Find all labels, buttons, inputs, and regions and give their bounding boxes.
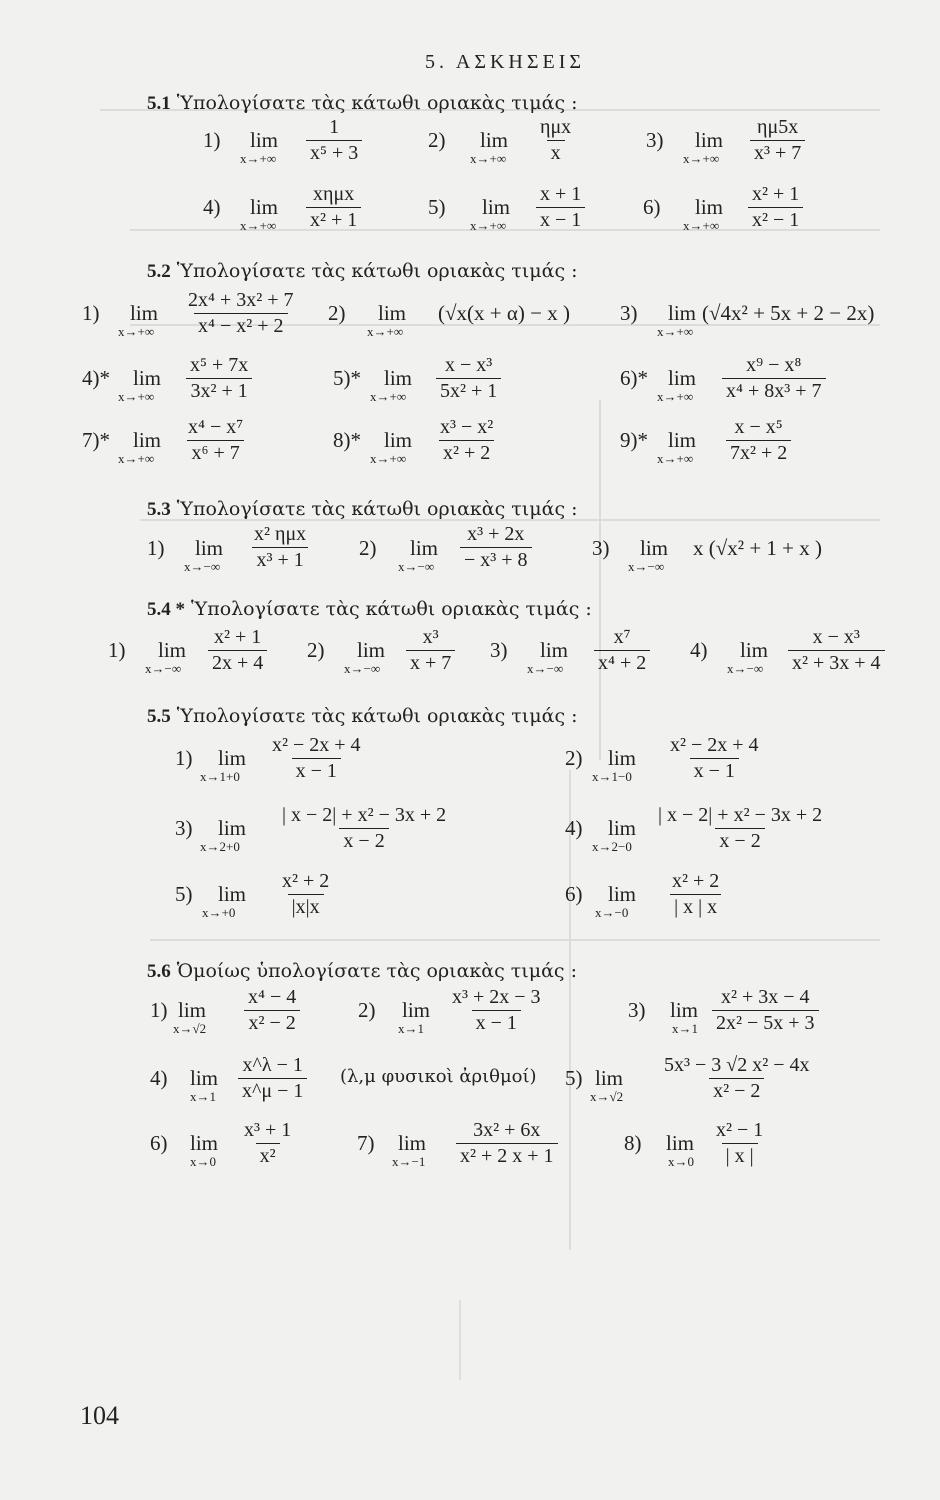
lim-operator: lim (250, 195, 279, 219)
problem-label: 6) (565, 882, 583, 906)
fraction (184, 417, 247, 464)
numerator: ημ5x (757, 116, 799, 138)
problem-label: 5) (428, 195, 446, 219)
lim-operator: lim (668, 301, 697, 325)
denominator: − x³ + 8 (460, 547, 532, 571)
problem-label: 5) (565, 1066, 583, 1090)
numerator: 1 (329, 116, 340, 138)
section-instruction: Ὑπολογίσατε τὰς κάτωθι οριακὰς τιμάς : (176, 260, 578, 282)
lim-subscript: x→+0 (202, 905, 236, 920)
denominator: x³ + 7 (750, 140, 805, 164)
expression: (√4x² + 5x + 2 − 2x) (702, 301, 875, 325)
lim-subscript: x→+∞ (367, 324, 404, 339)
denominator: x − 1 (472, 1010, 521, 1034)
page-title: 5. ΑΣΚΗΣΕΙΣ (425, 51, 586, 73)
lim-operator: lim (133, 428, 162, 452)
numerator: ημx (540, 116, 572, 138)
lim-subscript: x→1 (672, 1021, 698, 1036)
lim-subscript: x→+∞ (470, 218, 507, 233)
denominator: x + 7 (406, 650, 455, 674)
denominator: |x|x (288, 894, 324, 918)
lim-operator: lim (398, 1131, 427, 1155)
lim-subscript: x→+∞ (370, 389, 407, 404)
lim-operator: lim (378, 301, 407, 325)
fraction (536, 184, 585, 231)
lim-subscript: x→1−0 (592, 769, 632, 784)
section-number: 5.4 * (147, 599, 185, 620)
expression: x (√x² + 1 + x ) (693, 536, 822, 560)
denominator: x − 1 (690, 758, 739, 782)
lim-operator: lim (178, 998, 207, 1022)
lim-subscript: x→−∞ (184, 559, 221, 574)
problem-label: 2) (428, 128, 446, 152)
denominator: x² (256, 1143, 280, 1167)
problem-label: 4) (565, 816, 583, 840)
lim-operator: lim (480, 128, 509, 152)
numerator: x² ημx (254, 523, 307, 545)
problem-label: 4)* (82, 366, 110, 390)
lim-subscript: x→−∞ (727, 661, 764, 676)
problem-label: 5) (175, 882, 193, 906)
section-instruction: Ὁμοίως ὑπολογίσατε τὰς οριακὰς τιμάς : (176, 960, 578, 982)
fraction (750, 117, 805, 164)
lim-subscript: x→−∞ (145, 661, 182, 676)
lim-subscript: x→√2 (590, 1089, 624, 1104)
denominator: 2x² − 5x + 3 (712, 1010, 819, 1034)
fraction (436, 355, 501, 402)
fraction (460, 524, 532, 571)
problem-label: 2) (359, 536, 377, 560)
problem-label: 3) (646, 128, 664, 152)
lim-operator: lim (608, 882, 637, 906)
problem-label: 5)* (333, 366, 361, 390)
fraction (278, 805, 450, 852)
section-number: 5.5 (147, 706, 171, 727)
fraction (406, 627, 455, 674)
lim-operator: lim (218, 816, 247, 840)
lim-operator: lim (695, 195, 724, 219)
problem-label: 6) (150, 1131, 168, 1155)
lim-subscript: x→0 (190, 1154, 216, 1169)
section-5-6-heading (147, 962, 577, 981)
numerator: x⁹ − x⁸ (746, 354, 802, 376)
numerator: x² − 2x + 4 (272, 734, 361, 756)
lim-subscript: x→+∞ (657, 389, 694, 404)
numerator: x³ − x² (440, 416, 494, 438)
denominator: x − 1 (292, 758, 341, 782)
section-instruction: Ὑπολογίσατε τὰς κάτωθι οριακὰς τιμάς : (176, 92, 578, 114)
problem-label: 4) (150, 1066, 168, 1090)
problem-label: 1) (147, 536, 165, 560)
denominator: x⁴ − x² + 2 (194, 313, 288, 337)
parameter-note: (λ,μ φυσικοὶ ἀριθμοί) (340, 1066, 537, 1087)
problem-label: 7) (357, 1131, 375, 1155)
numerator: 2x⁴ + 3x² + 7 (188, 289, 294, 311)
numerator: x² + 1 (752, 183, 800, 205)
problem-label: 4) (203, 195, 221, 219)
lim-subscript: x→−∞ (344, 661, 381, 676)
problem-label: 3) (490, 638, 508, 662)
fraction (436, 417, 497, 464)
lim-operator: lim (384, 428, 413, 452)
problem-label: 1) (203, 128, 221, 152)
lim-operator: lim (608, 816, 637, 840)
page-number: 104 (80, 1401, 119, 1430)
fraction (184, 290, 298, 337)
lim-subscript: x→+∞ (370, 451, 407, 466)
problem-label: 6)* (620, 366, 648, 390)
lim-subscript: x→+∞ (118, 451, 155, 466)
denominator: 3x² + 1 (186, 378, 251, 402)
denominator: x⁴ + 8x³ + 7 (722, 378, 826, 402)
numerator: x + 1 (540, 183, 582, 205)
denominator: x² + 1 (306, 207, 361, 231)
numerator: x − x³ (445, 354, 493, 376)
lim-operator: lim (218, 746, 247, 770)
denominator: x² − 2 (244, 1010, 299, 1034)
denominator: x² + 2 x + 1 (456, 1143, 558, 1167)
numerator: x⁴ − 4 (248, 986, 297, 1008)
denominator: x (547, 140, 565, 164)
fraction (250, 524, 310, 571)
lim-subscript: x→−∞ (398, 559, 435, 574)
fraction (306, 184, 361, 231)
fraction (726, 417, 791, 464)
section-5-2-heading (147, 262, 578, 281)
denominator: x² + 2 (439, 440, 494, 464)
numerator: x³ + 2x − 3 (452, 986, 541, 1008)
problem-label: 1) (150, 998, 168, 1022)
denominator: x² − 2 (709, 1078, 764, 1102)
lim-operator: lim (740, 638, 769, 662)
fraction (268, 735, 365, 782)
fraction (722, 355, 826, 402)
lim-operator: lim (190, 1066, 219, 1090)
denominator: 2x + 4 (208, 650, 267, 674)
numerator: | x − 2| + x² − 3x + 2 (282, 804, 447, 826)
problem-label: 2) (328, 301, 346, 325)
numerator: x − x⁵ (734, 416, 783, 438)
fraction (666, 735, 763, 782)
lim-subscript: x→+∞ (470, 151, 507, 166)
numerator: x² + 1 (214, 626, 262, 648)
problem-label: 8)* (333, 428, 361, 452)
section-5-5-heading (147, 707, 578, 726)
numerator: x³ + 2x (467, 523, 525, 545)
numerator: x⁷ (613, 626, 631, 648)
lim-subscript: x→1 (398, 1021, 424, 1036)
denominator: | x | x (670, 894, 721, 918)
section-5-1-heading (147, 94, 578, 113)
fraction (712, 987, 819, 1034)
problem-label: 9)* (620, 428, 648, 452)
lim-operator: lim (410, 536, 439, 560)
fraction (788, 627, 885, 674)
lim-subscript: x→+∞ (240, 218, 277, 233)
problem-label: 3) (592, 536, 610, 560)
lim-operator: lim (218, 882, 247, 906)
lim-subscript: x→+∞ (683, 218, 720, 233)
section-instruction: Ὑπολογίσατε τὰς κάτωθι οριακὰς τιμάς : (176, 705, 578, 727)
lim-operator: lim (402, 998, 431, 1022)
lim-operator: lim (190, 1131, 219, 1155)
fraction (244, 987, 300, 1034)
denominator: x − 2 (339, 828, 388, 852)
denominator: x² − 1 (748, 207, 803, 231)
numerator: x² − 1 (716, 1119, 764, 1141)
denominator: x^μ − 1 (238, 1078, 307, 1102)
lim-operator: lim (158, 638, 187, 662)
lim-operator: lim (195, 536, 224, 560)
problem-label: 2) (307, 638, 325, 662)
problem-label: 7)* (82, 428, 110, 452)
fraction (748, 184, 803, 231)
numerator: x² + 2 (282, 870, 330, 892)
lim-operator: lim (668, 428, 697, 452)
denominator: x⁵ + 3 (306, 140, 362, 164)
lim-operator: lim (670, 998, 699, 1022)
problem-label: 6) (643, 195, 661, 219)
lim-subscript: x→1 (190, 1089, 216, 1104)
problem-label: 1) (175, 746, 193, 770)
numerator: xημx (313, 183, 355, 205)
numerator: x² − 2x + 4 (670, 734, 759, 756)
numerator: x⁴ − x⁷ (188, 416, 244, 438)
denominator: x⁴ + 2 (594, 650, 650, 674)
lim-operator: lim (384, 366, 413, 390)
lim-subscript: x→+∞ (657, 324, 694, 339)
lim-subscript: x→2+0 (200, 839, 240, 854)
fraction (448, 987, 545, 1034)
numerator: x³ + 1 (244, 1119, 292, 1141)
problem-label: 3) (628, 998, 646, 1022)
problem-label: 1) (82, 301, 100, 325)
problem-label: 1) (108, 638, 126, 662)
lim-subscript: x→1+0 (200, 769, 240, 784)
section-5-4-heading (147, 600, 592, 619)
lim-operator: lim (540, 638, 569, 662)
denominator: x² + 3x + 4 (788, 650, 885, 674)
lim-subscript: x→−0 (595, 905, 629, 920)
section-instruction: Ὑπολογίσατε τὰς κάτωθι οριακὰς τιμάς : (191, 598, 592, 620)
problem-label: 3) (620, 301, 638, 325)
numerator: 3x² + 6x (473, 1119, 541, 1141)
lim-operator: lim (250, 128, 279, 152)
fraction (456, 1120, 558, 1167)
lim-subscript: x→+∞ (118, 324, 155, 339)
fraction (660, 1055, 814, 1102)
numerator: x² + 2 (672, 870, 720, 892)
numerator: x^λ − 1 (242, 1054, 303, 1076)
denominator: x⁶ + 7 (187, 440, 243, 464)
section-number: 5.2 (147, 261, 171, 282)
section-instruction: Ὑπολογίσατε τὰς κάτωθι οριακὰς τιμάς : (176, 498, 578, 520)
problem-label: 3) (175, 816, 193, 840)
lim-subscript: x→−1 (392, 1154, 426, 1169)
numerator: x − x³ (812, 626, 860, 648)
lim-operator: lim (666, 1131, 695, 1155)
fraction (240, 1120, 295, 1167)
lim-subscript: x→−∞ (527, 661, 564, 676)
denominator: x − 1 (536, 207, 585, 231)
fraction (712, 1120, 767, 1167)
lim-subscript: x→+∞ (683, 151, 720, 166)
lim-operator: lim (133, 366, 162, 390)
section-number: 5.6 (147, 961, 171, 982)
lim-subscript: x→+∞ (657, 451, 694, 466)
section-5-3-heading (147, 500, 578, 519)
fraction (278, 871, 333, 918)
lim-subscript: x→+∞ (118, 389, 155, 404)
fraction (654, 805, 826, 852)
denominator: x − 2 (715, 828, 764, 852)
fraction (306, 117, 362, 164)
fraction (536, 117, 575, 164)
lim-operator: lim (608, 746, 637, 770)
lim-operator: lim (695, 128, 724, 152)
expression: (√x(x + α) − x ) (438, 301, 570, 325)
lim-subscript: x→0 (668, 1154, 694, 1169)
section-number: 5.1 (147, 93, 171, 114)
lim-operator: lim (640, 536, 669, 560)
lim-subscript: x→−∞ (628, 559, 665, 574)
denominator: x³ + 1 (252, 547, 307, 571)
problem-label: 2) (358, 998, 376, 1022)
denominator: 7x² + 2 (726, 440, 791, 464)
section-number: 5.3 (147, 499, 171, 520)
numerator: 5x³ − 3 √2 x² − 4x (664, 1054, 810, 1076)
denominator: | x | (722, 1143, 758, 1167)
numerator: x³ (422, 626, 439, 648)
problem-label: 2) (565, 746, 583, 770)
fraction (208, 627, 267, 674)
lim-operator: lim (357, 638, 386, 662)
numerator: | x − 2| + x² − 3x + 2 (658, 804, 823, 826)
lim-subscript: x→√2 (173, 1021, 207, 1036)
lim-subscript: x→+∞ (240, 151, 277, 166)
fraction (668, 871, 723, 918)
numerator: x² + 3x − 4 (721, 986, 810, 1008)
lim-operator: lim (130, 301, 159, 325)
problem-label: 8) (624, 1131, 642, 1155)
fraction (238, 1055, 307, 1102)
lim-operator: lim (482, 195, 511, 219)
lim-subscript: x→2−0 (592, 839, 632, 854)
lim-operator: lim (595, 1066, 624, 1090)
numerator: x⁵ + 7x (190, 354, 249, 376)
problem-label: 4) (690, 638, 708, 662)
lim-operator: lim (668, 366, 697, 390)
fraction (186, 355, 252, 402)
denominator: 5x² + 1 (436, 378, 501, 402)
fraction (594, 627, 650, 674)
